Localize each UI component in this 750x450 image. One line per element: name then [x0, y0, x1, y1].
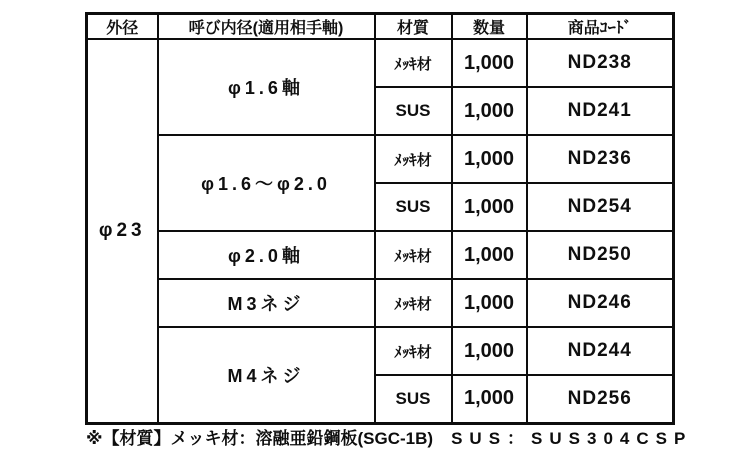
inner-diameter-cell: φ1.6軸 [158, 39, 375, 135]
header-material: 材質 [375, 14, 452, 40]
footnote-sus-material: SUS：SUS304CSP [451, 428, 693, 448]
product-code-cell: ND256 [527, 375, 674, 423]
footnote-plated-material: ※【材質】メッキ材：溶融亜鉛鋼板(SGC-1B) [86, 428, 434, 448]
table-row [87, 135, 674, 183]
material-cell: SUS [375, 375, 452, 423]
table-row [87, 279, 674, 327]
outer-diameter-cell: φ23 [87, 39, 158, 423]
inner-diameter-cell: φ2.0軸 [158, 231, 375, 279]
table-row [87, 327, 674, 375]
material-cell: SUS [375, 183, 452, 231]
header-row [87, 14, 674, 40]
product-code-cell: ND246 [527, 279, 674, 327]
product-code-cell: ND238 [527, 39, 674, 87]
product-code-cell: ND254 [527, 183, 674, 231]
table-row [87, 39, 674, 87]
quantity-cell: 1,000 [452, 327, 527, 375]
table-row [87, 231, 674, 279]
product-code-cell: ND241 [527, 87, 674, 135]
inner-diameter-cell: φ1.6～φ2.0 [158, 135, 375, 231]
material-cell: ﾒｯｷ材 [375, 39, 452, 87]
material-cell: ﾒｯｷ材 [375, 135, 452, 183]
material-cell: SUS [375, 87, 452, 135]
quantity-cell: 1,000 [452, 39, 527, 87]
header-product-code: 商品ｺｰﾄﾞ [527, 14, 674, 40]
quantity-cell: 1,000 [452, 375, 527, 423]
header-outer-diameter: 外径 [87, 14, 158, 40]
product-code-cell: ND236 [527, 135, 674, 183]
material-cell: ﾒｯｷ材 [375, 279, 452, 327]
header-inner-diameter: 呼び内径(適用相手軸) [158, 14, 375, 40]
product-code-cell: ND244 [527, 327, 674, 375]
quantity-cell: 1,000 [452, 87, 527, 135]
material-footnote [86, 424, 692, 448]
product-code-cell: ND250 [527, 231, 674, 279]
inner-diameter-cell: M3ネジ [158, 279, 375, 327]
material-cell: ﾒｯｷ材 [375, 327, 452, 375]
quantity-cell: 1,000 [452, 135, 527, 183]
quantity-cell: 1,000 [452, 279, 527, 327]
product-spec-table [85, 12, 675, 425]
quantity-cell: 1,000 [452, 231, 527, 279]
material-cell: ﾒｯｷ材 [375, 231, 452, 279]
inner-diameter-cell: M4ネジ [158, 327, 375, 423]
header-quantity: 数量 [452, 14, 527, 40]
quantity-cell: 1,000 [452, 183, 527, 231]
